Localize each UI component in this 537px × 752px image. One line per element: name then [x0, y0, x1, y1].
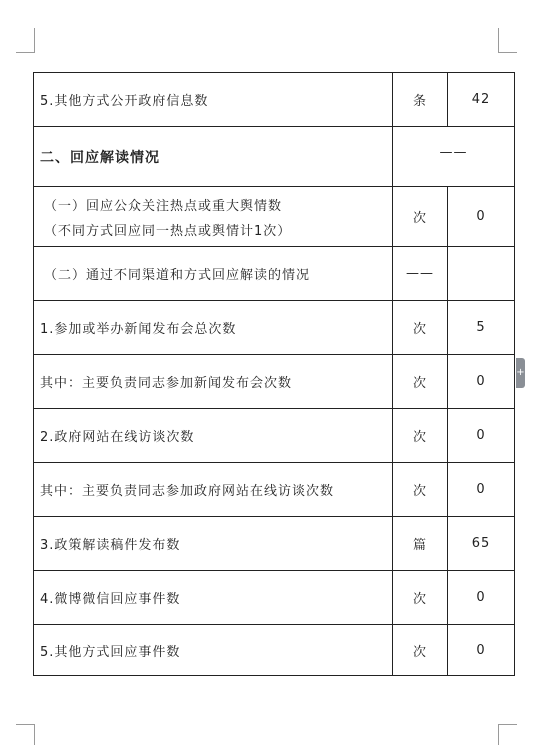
crop-mark-bottom-right [498, 724, 517, 745]
unit-cell: 次 [393, 355, 448, 408]
subsection-heading: （二）通过不同渠道和方式回应解读的情况 [34, 247, 393, 300]
table-row [34, 409, 514, 463]
unit-cell: 条 [393, 73, 448, 126]
unit-cell: 次 [393, 187, 448, 246]
value-cell: 42 [471, 92, 491, 107]
item-cell: 其中：主要负责同志参加政府网站在线访谈次数 [34, 463, 393, 516]
item-cell: 5.其他方式公开政府信息数 [34, 73, 393, 126]
value-cell: 0 [476, 590, 486, 605]
value-cell: 5 [476, 320, 486, 335]
item-cell: 1.参加或举办新闻发布会总次数 [34, 301, 393, 354]
item-cell: 2.政府网站在线访谈次数 [34, 409, 393, 462]
unit-cell: 篇 [393, 517, 448, 570]
value-cell: 0 [476, 428, 486, 443]
table-row [34, 625, 514, 675]
value-cell: 0 [476, 374, 486, 389]
crop-mark-top-right [498, 28, 517, 53]
unit-cell: 次 [393, 409, 448, 462]
table-row [34, 355, 514, 409]
item-cell [34, 187, 393, 246]
table-row [34, 463, 514, 517]
table-row [34, 517, 514, 571]
value-cell: 0 [476, 482, 486, 497]
item-cell: 4.微博微信回应事件数 [34, 571, 393, 624]
table-row [34, 571, 514, 625]
table-row [34, 127, 514, 187]
statistics-table [33, 72, 515, 676]
unit-cell: —— [439, 145, 468, 160]
crop-mark-top-left [16, 28, 35, 53]
item-cell: 其中：主要负责同志参加新闻发布会次数 [34, 355, 393, 408]
unit-cell: —— [393, 247, 448, 300]
value-cell [448, 247, 514, 300]
unit-cell: 次 [393, 301, 448, 354]
unit-cell: 次 [393, 463, 448, 516]
value-cell: 65 [471, 536, 491, 551]
crop-mark-bottom-left [16, 724, 35, 745]
item-cell: 5.其他方式回应事件数 [34, 625, 393, 675]
expand-side-tab[interactable]: + [516, 358, 525, 388]
section-heading: 二、回应解读情况 [34, 127, 393, 186]
value-cell: 0 [476, 209, 486, 224]
table-row [34, 73, 514, 127]
item-text-line1: （一）回应公众关注热点或重大舆情数 [44, 198, 283, 214]
unit-cell: 次 [393, 571, 448, 624]
table-row [34, 301, 514, 355]
value-cell: 0 [476, 642, 486, 658]
item-cell: 3.政策解读稿件发布数 [34, 517, 393, 570]
table-row [34, 247, 514, 301]
item-text-line2: （不同方式回应同一热点或舆情计1次） [44, 223, 292, 239]
unit-cell: 次 [393, 625, 448, 675]
table-row [34, 187, 514, 247]
